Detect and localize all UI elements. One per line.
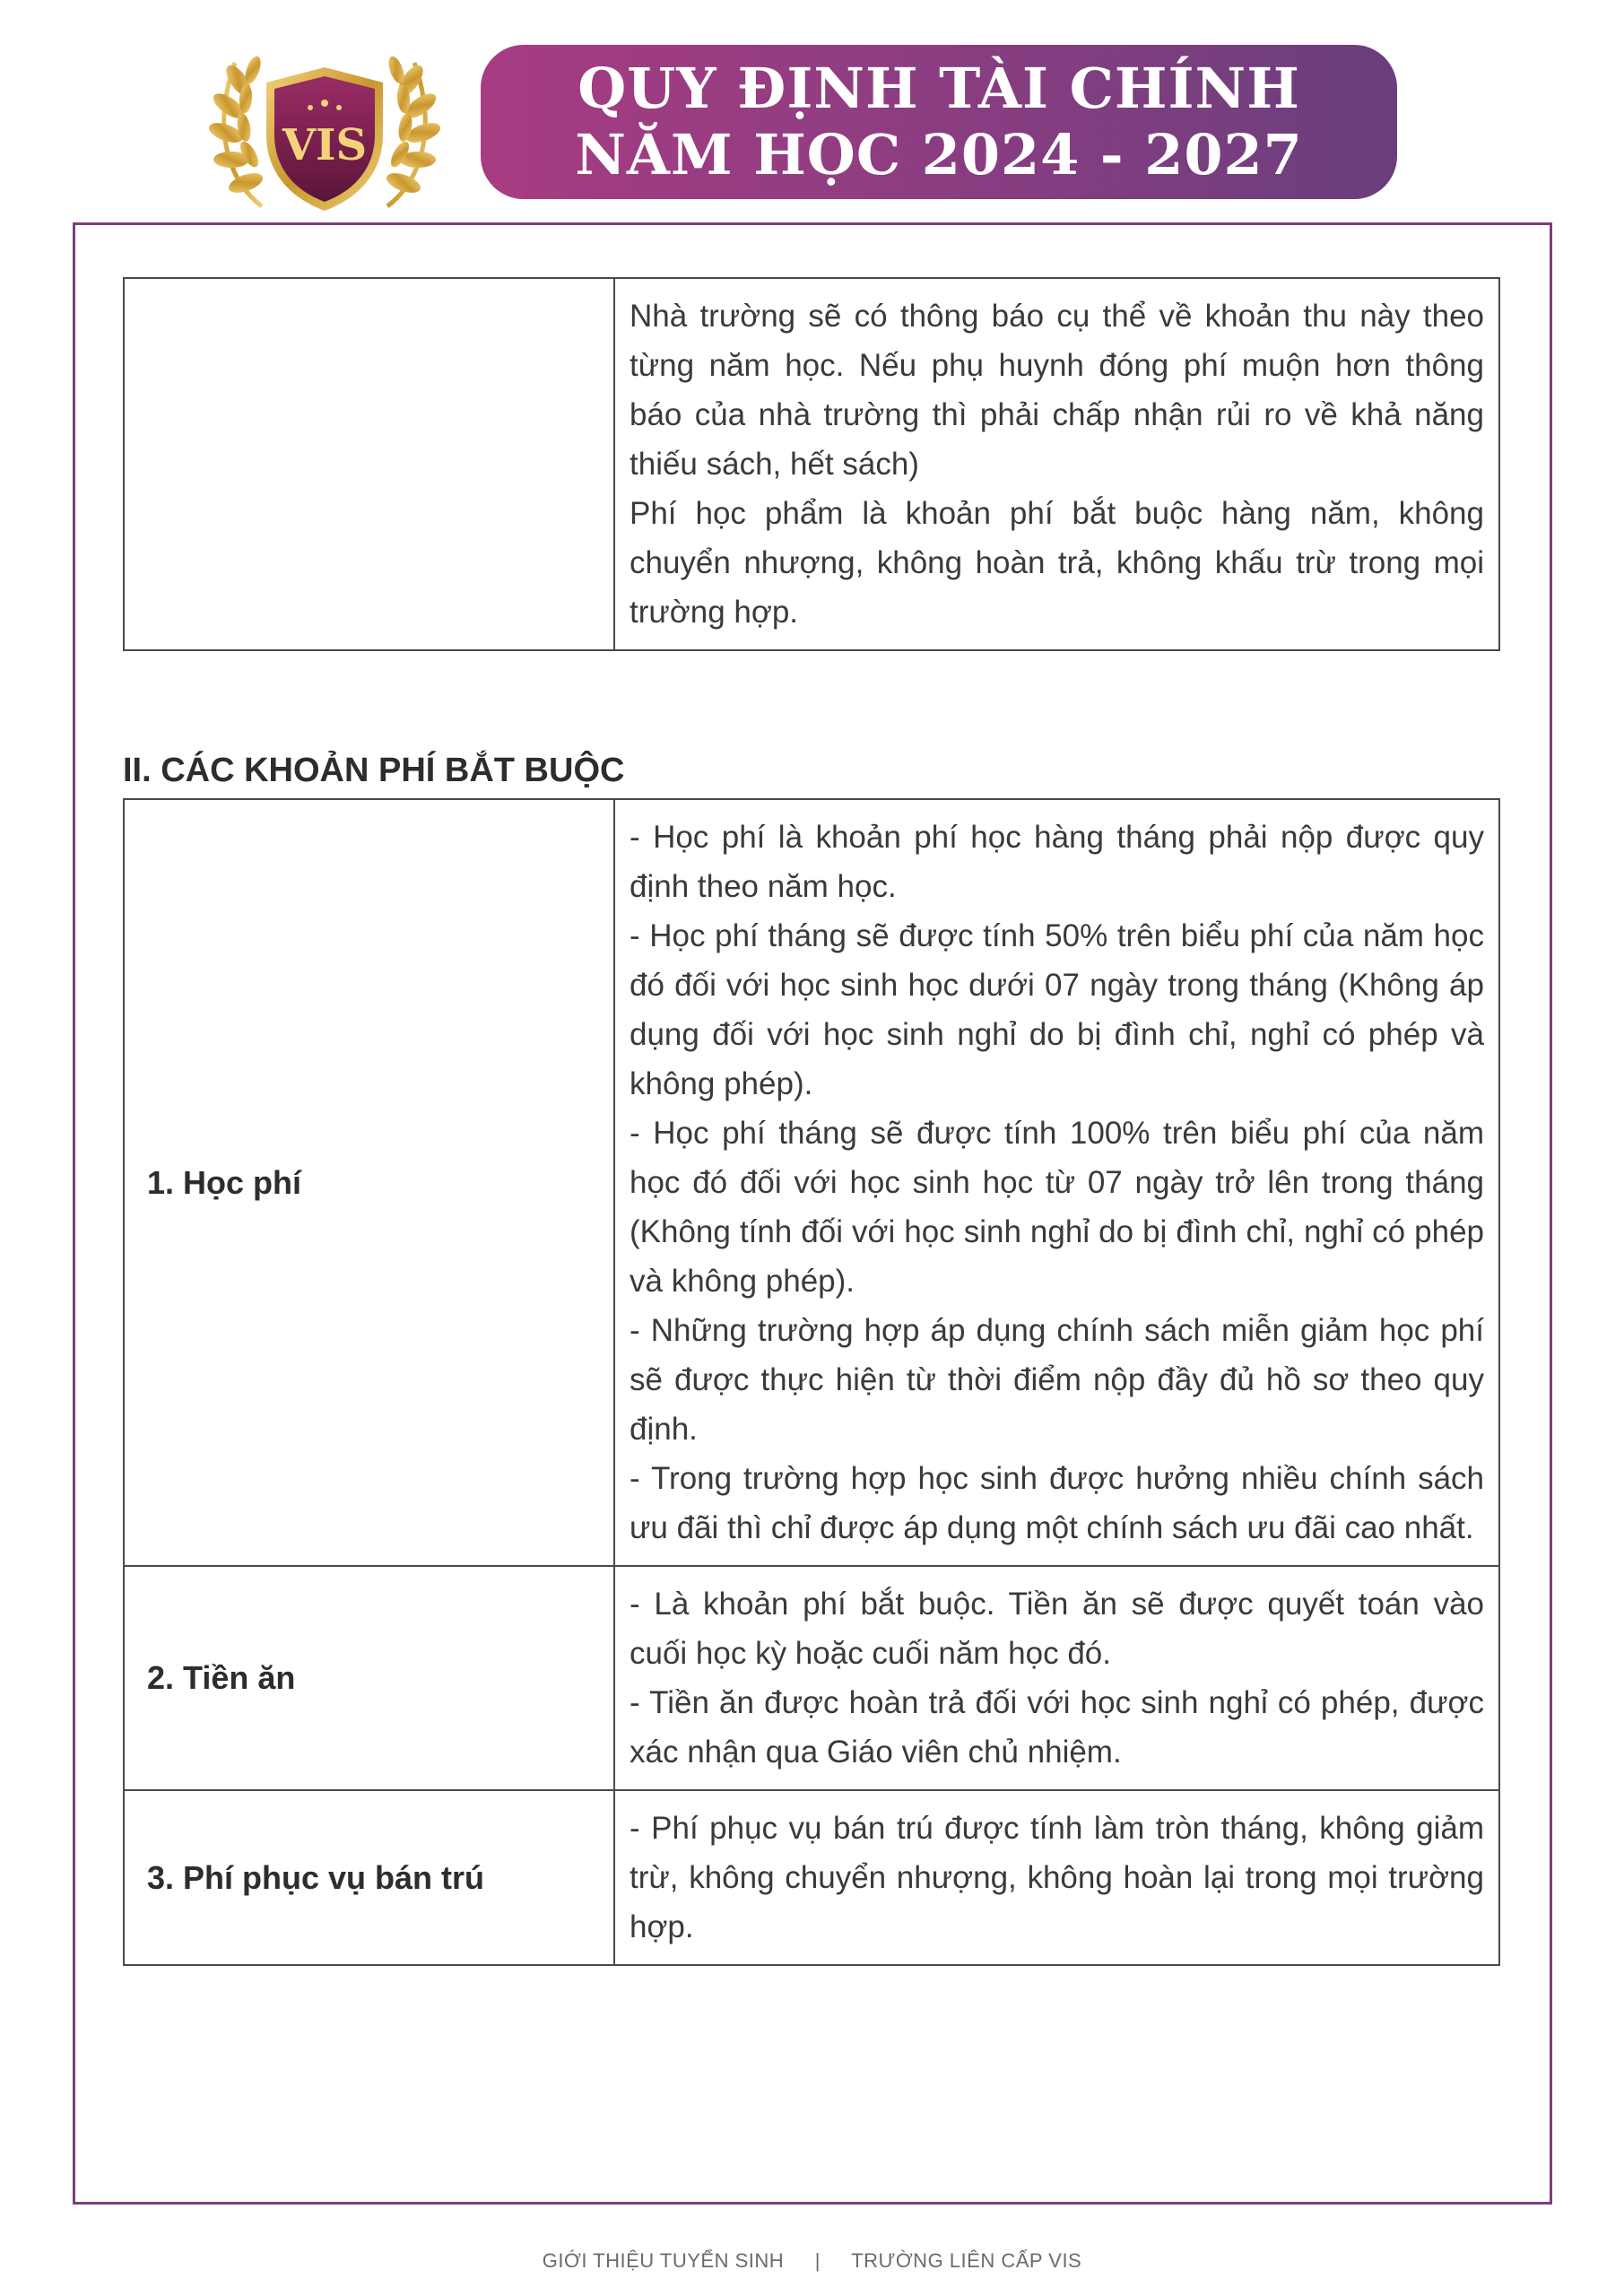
footer-right-text: TRƯỜNG LIÊN CẤP VIS <box>851 2249 1082 2272</box>
continuation-table <box>123 277 1500 651</box>
title-line-2: NĂM HỌC 2024 - 2027 <box>575 122 1303 187</box>
title-banner <box>481 45 1397 199</box>
logo-text: VIS <box>282 120 368 170</box>
section-heading: II. CÁC KHOẢN PHÍ BẮT BUỘC <box>123 752 625 789</box>
empty-label-cell <box>124 278 614 650</box>
row-label: 1. Học phí <box>124 799 614 1566</box>
content-cell <box>614 1790 1499 1965</box>
page-footer <box>0 2249 1624 2273</box>
paragraph: - Phí phục vụ bán trú được tính làm tròn tháng, không giảm trừ, không chuyển nhượng, không hoàn lại trong mọi trường hợp. <box>630 1811 1484 1944</box>
table-row <box>124 1566 1499 1790</box>
table-row <box>124 278 1499 650</box>
mandatory-fees-table <box>123 798 1500 1966</box>
table-row <box>124 799 1499 1566</box>
content-cell <box>614 1566 1499 1790</box>
table-row <box>124 1790 1499 1965</box>
paragraph: - Tiền ăn được hoàn trả đối với học sinh nghỉ có phép, được xác nhận qua Giáo viên chủ nhiệm. <box>630 1685 1484 1770</box>
school-logo <box>199 27 450 220</box>
paragraph: - Những trường hợp áp dụng chính sách miễn giảm học phí sẽ được thực hiện từ thời điểm nộp đầy đủ hồ sơ theo quy định. <box>630 1313 1484 1447</box>
row-label: 3. Phí phục vụ bán trú <box>124 1790 614 1965</box>
vis-shield-laurel-icon <box>199 27 450 220</box>
paragraph: - Học phí tháng sẽ được tính 100% trên biểu phí của năm học đó đối với học sinh học từ 07 ngày trở lên trong tháng (Không tính đối với học sinh nghỉ do bị đình chỉ, nghỉ có phép và không phép). <box>630 1116 1484 1299</box>
content-cell <box>614 799 1499 1566</box>
row-label: 2. Tiền ăn <box>124 1566 614 1790</box>
paragraph: Phí học phẩm là khoản phí bắt buộc hàng năm, không chuyển nhượng, không hoàn trả, không khấu trừ trong mọi trường hợp. <box>630 496 1484 630</box>
title-line-1: QUY ĐỊNH TÀI CHÍNH <box>578 56 1300 121</box>
paragraph: - Học phí là khoản phí học hàng tháng phải nộp được quy định theo năm học. <box>630 820 1484 904</box>
paragraph: - Là khoản phí bắt buộc. Tiền ăn sẽ được quyết toán vào cuối học kỳ hoặc cuối năm học đó. <box>630 1587 1484 1671</box>
paragraph: Nhà trường sẽ có thông báo cụ thể về khoản thu này theo từng năm học. Nếu phụ huynh đóng phí muộn hơn thông báo của nhà trường thì phải chấp nhận rủi ro về khả năng thiếu sách, hết sách) <box>630 299 1484 482</box>
paragraph: - Học phí tháng sẽ được tính 50% trên biểu phí của năm học đó đối với học sinh học dưới 07 ngày trong tháng (Không áp dụng đối với học sinh nghỉ do bị đình chỉ, nghỉ có phép và không phép). <box>630 918 1484 1101</box>
paragraph: - Trong trường hợp học sinh được hưởng nhiều chính sách ưu đãi thì chỉ được áp dụng một chính sách ưu đãi cao nhất. <box>630 1461 1484 1545</box>
footer-separator: | <box>814 2249 821 2272</box>
footer-left-text: GIỚI THIỆU TUYỂN SINH <box>542 2249 785 2272</box>
content-cell <box>614 278 1499 650</box>
